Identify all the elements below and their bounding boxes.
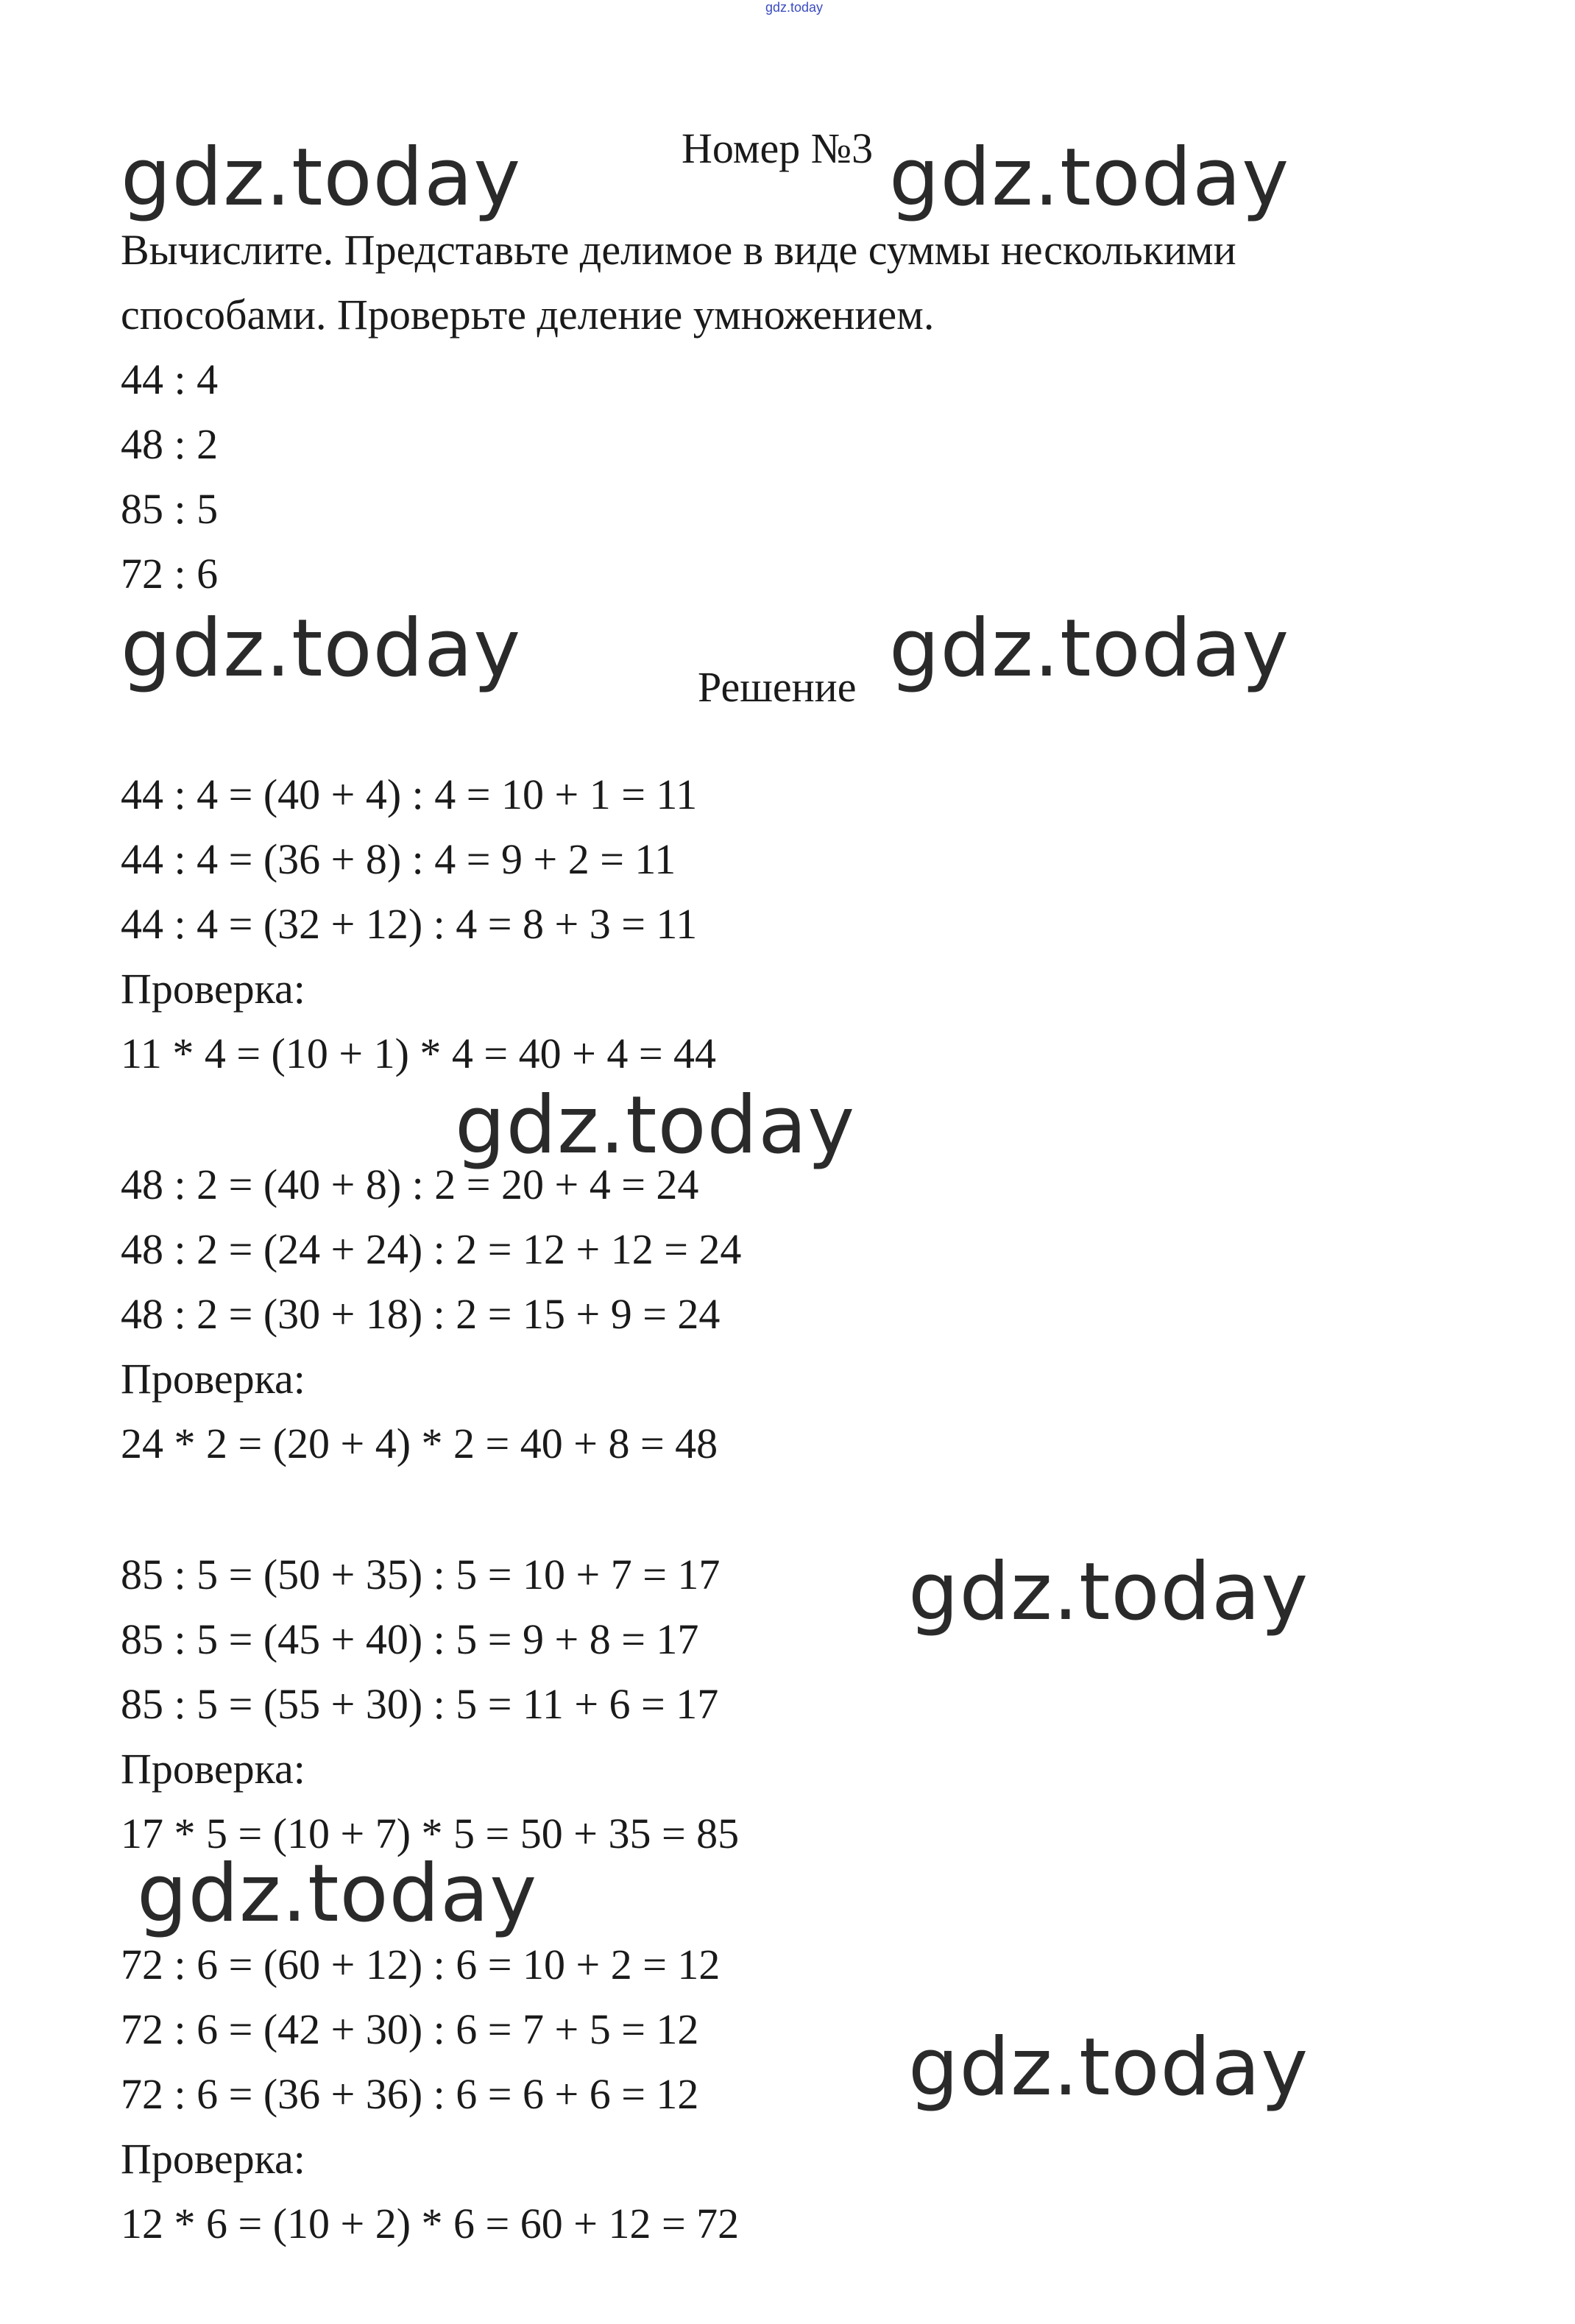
check-label: Проверка: [121, 2135, 305, 2183]
watermark: gdz.today [137, 1848, 538, 1940]
solution-line: 85 : 5 = (45 + 40) : 5 = 9 + 8 = 17 [121, 1615, 699, 1663]
check-label: Проверка: [121, 1355, 305, 1403]
solution-line: 72 : 6 = (60 + 12) : 6 = 10 + 2 = 12 [121, 1941, 721, 1988]
watermark: gdz.today [908, 1546, 1309, 1638]
solution-block-48 [121, 1152, 741, 1476]
task-example: 72 : 6 [121, 550, 219, 598]
task-example: 44 : 4 [121, 355, 219, 403]
solution-line: 72 : 6 = (36 + 36) : 6 = 6 + 6 = 12 [121, 2070, 699, 2118]
solution-line: 85 : 5 = (55 + 30) : 5 = 11 + 6 = 17 [121, 1680, 719, 1728]
check-label: Проверка: [121, 965, 305, 1013]
solution-block-85 [121, 1542, 739, 1866]
page-title: Номер №3 [682, 124, 874, 172]
check-line: 11 * 4 = (10 + 1) * 4 = 40 + 4 = 44 [121, 1030, 717, 1077]
solution-line: 44 : 4 = (32 + 12) : 4 = 8 + 3 = 11 [121, 900, 698, 948]
watermark: gdz.today [121, 132, 522, 224]
solution-line: 48 : 2 = (40 + 8) : 2 = 20 + 4 = 24 [121, 1161, 699, 1208]
watermark: gdz.today [455, 1080, 856, 1172]
watermark: gdz.today [889, 603, 1290, 695]
task-text-line-2: способами. Проверьте деление умножением. [121, 291, 935, 339]
watermark: gdz.today [889, 132, 1290, 224]
solution-line: 48 : 2 = (30 + 18) : 2 = 15 + 9 = 24 [121, 1290, 721, 1338]
check-line: 12 * 6 = (10 + 2) * 6 = 60 + 12 = 72 [121, 2200, 740, 2247]
solution-heading: Решение [698, 663, 857, 711]
task-text-line-1: Вычислите. Представьте делимое в виде суммы несколькими [121, 226, 1236, 274]
solution-line: 44 : 4 = (36 + 8) : 4 = 9 + 2 = 11 [121, 835, 676, 883]
solution-line: 72 : 6 = (42 + 30) : 6 = 7 + 5 = 12 [121, 2005, 699, 2053]
task-examples [121, 347, 218, 606]
solution-block-72 [121, 1932, 739, 2256]
check-line: 17 * 5 = (10 + 7) * 5 = 50 + 35 = 85 [121, 1810, 740, 1857]
watermark: gdz.today [121, 603, 522, 695]
solution-line: 44 : 4 = (40 + 4) : 4 = 10 + 1 = 11 [121, 770, 698, 818]
header-watermark: gdz.today [765, 0, 824, 15]
watermark: gdz.today [908, 2022, 1309, 2114]
check-line: 24 * 2 = (20 + 4) * 2 = 40 + 8 = 48 [121, 1420, 718, 1467]
solution-line: 48 : 2 = (24 + 24) : 2 = 12 + 12 = 24 [121, 1225, 742, 1273]
task-example: 85 : 5 [121, 485, 219, 533]
solution-block-44 [121, 762, 716, 1086]
solution-line: 85 : 5 = (50 + 35) : 5 = 10 + 7 = 17 [121, 1551, 721, 1598]
task-example: 48 : 2 [121, 420, 219, 468]
check-label: Проверка: [121, 1745, 305, 1793]
